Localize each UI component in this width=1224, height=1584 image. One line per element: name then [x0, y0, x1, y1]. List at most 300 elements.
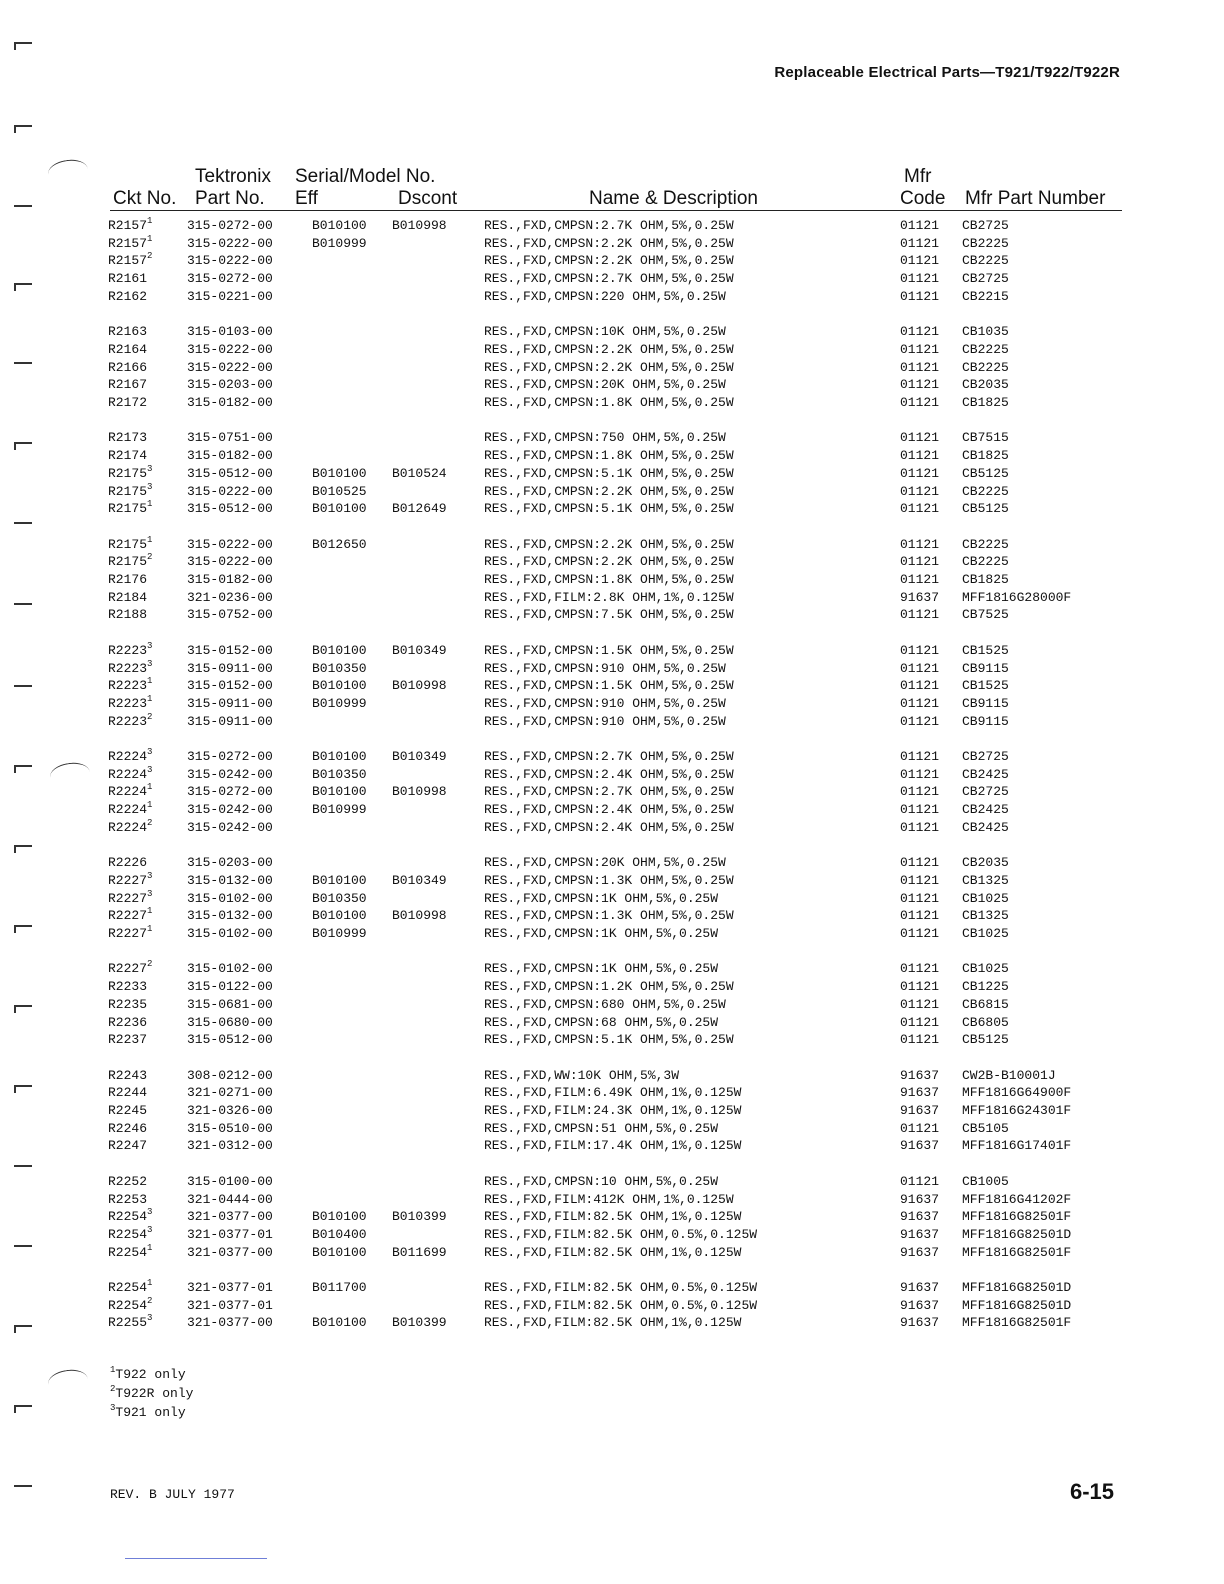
footnote-ref: 3: [147, 658, 153, 669]
mfr-code-cell: 01121: [900, 359, 940, 375]
description-cell: RES.,FXD,CMPSN:1.8K OHM,5%,0.25W: [484, 572, 734, 588]
margin-mark: [14, 925, 32, 927]
table-row: [108, 606, 1132, 624]
eff-serial-cell: B010350: [312, 890, 367, 906]
dscont-serial-cell: [392, 766, 484, 784]
mfr-part-number-cell: CB1825: [962, 572, 1009, 588]
eff-serial-cell: [312, 978, 392, 996]
dscont-serial-cell: B010399: [392, 1209, 447, 1225]
mfr-part-number-cell: CB2225: [962, 536, 1009, 552]
footnote-ref: 1: [147, 499, 153, 510]
ckt-no: R2172: [108, 395, 148, 411]
table-row: [108, 1314, 1132, 1332]
footnote-ref: 3: [147, 870, 153, 881]
ckt-no-cell: [108, 589, 187, 607]
ckt-no-cell: [108, 642, 187, 660]
mfr-part-number-cell: CB2425: [962, 802, 1009, 818]
dscont-serial-cell: [392, 394, 484, 412]
ckt-no-cell: [108, 500, 187, 518]
description-cell: RES.,FXD,CMPSN:7.5K OHM,5%,0.25W: [484, 607, 734, 623]
mfr-part-number-cell: CB1035: [962, 324, 1009, 340]
eff-serial-cell: [312, 713, 392, 731]
margin-mark: [14, 685, 32, 687]
dscont-serial-cell: [392, 1014, 484, 1032]
part-no-cell: 315-0510-00: [187, 1120, 273, 1136]
ckt-no-cell: [108, 288, 187, 306]
part-no-cell: 315-0222-00: [187, 359, 273, 375]
ckt-no: R2157: [108, 253, 148, 269]
eff-serial-cell: B010999: [312, 802, 367, 818]
footnote-ref: 1: [147, 924, 153, 935]
margin-mark: [14, 125, 32, 127]
header-rule: [110, 210, 1122, 211]
description-cell: RES.,FXD,CMPSN:2.2K OHM,5%,0.25W: [484, 341, 734, 357]
ckt-no: R2157: [108, 218, 148, 233]
table-row: [108, 1120, 1132, 1138]
description-cell: RES.,FXD,CMPSN:5.1K OHM,5%,0.25W: [484, 501, 734, 517]
dscont-serial-cell: [392, 713, 484, 731]
ckt-no: R2226: [108, 855, 148, 871]
part-no-cell: 315-0512-00: [187, 501, 273, 517]
group-spacer: [108, 837, 1132, 855]
part-no-cell: 315-0752-00: [187, 607, 273, 623]
ckt-no: R2227: [108, 890, 148, 906]
description-cell: RES.,FXD,CMPSN:68 OHM,5%,0.25W: [484, 1014, 719, 1030]
table-row: [108, 890, 1132, 908]
mfr-code-cell: 91637: [900, 1280, 940, 1296]
ckt-no: R2176: [108, 572, 148, 588]
footnote-ref: 3: [147, 1224, 153, 1235]
ckt-no: R2164: [108, 341, 148, 357]
ckt-no: R2233: [108, 979, 148, 995]
dscont-serial-cell: [392, 695, 484, 713]
footnote-ref: 1: [147, 1242, 153, 1253]
table-row: [108, 536, 1132, 554]
eff-serial-cell: [312, 571, 392, 589]
table-row: [108, 447, 1132, 465]
dscont-serial-cell: [392, 252, 484, 270]
ckt-no: R2254: [108, 1297, 148, 1313]
part-no-cell: 315-0222-00: [187, 253, 273, 269]
footnote-ref: 1: [147, 800, 153, 811]
mfr-code-cell: 01121: [900, 430, 940, 446]
mfr-part-number-cell: CB2725: [962, 271, 1009, 287]
col-head-serial-model: Serial/Model No.: [295, 166, 436, 187]
dscont-serial-cell: B010349: [392, 642, 447, 658]
mfr-part-number-cell: MFF1816G82501D: [962, 1226, 1072, 1242]
dscont-serial-cell: [392, 1120, 484, 1138]
footnote-ref: 2: [147, 552, 153, 563]
dscont-serial-cell: [392, 270, 484, 288]
margin-mark: [14, 765, 32, 767]
ckt-no-cell: [108, 1014, 187, 1032]
mfr-code-cell: 91637: [900, 1209, 940, 1225]
table-row: [108, 642, 1132, 660]
description-cell: RES.,FXD,CMPSN:51 OHM,5%,0.25W: [484, 1120, 719, 1136]
footnote-ref: 1: [147, 693, 153, 704]
mfr-part-number-cell: MFF1816G82501D: [962, 1280, 1072, 1296]
part-no-cell: 315-0751-00: [187, 430, 273, 446]
dscont-serial-cell: [392, 571, 484, 589]
part-no-cell: 315-0911-00: [187, 695, 273, 711]
page-header-title: Replaceable Electrical Parts—T921/T922/T922R: [774, 64, 1120, 81]
eff-serial-cell: B010100: [312, 749, 367, 765]
mfr-part-number-cell: CB2035: [962, 377, 1009, 393]
parts-table-body: [108, 217, 1132, 1332]
group-spacer: [108, 1049, 1132, 1067]
table-row: [108, 872, 1132, 890]
eff-serial-cell: [312, 1137, 392, 1155]
part-no-cell: 321-0326-00: [187, 1103, 273, 1119]
dscont-serial-cell: [392, 660, 484, 678]
eff-serial-cell: [312, 252, 392, 270]
mfr-part-number-cell: CB9115: [962, 713, 1009, 729]
table-row: [108, 695, 1132, 713]
ckt-no-cell: [108, 1120, 187, 1138]
table-row: [108, 783, 1132, 801]
dscont-serial-cell: [392, 1173, 484, 1191]
ckt-no-cell: [108, 553, 187, 571]
mfr-part-number-cell: MFF1816G41202F: [962, 1191, 1072, 1207]
part-no-cell: 321-0377-00: [187, 1315, 273, 1331]
margin-mark: [14, 1245, 32, 1247]
ckt-no: R2246: [108, 1120, 148, 1136]
eff-serial-cell: B010100: [312, 784, 367, 800]
mfr-part-number-cell: CB2225: [962, 359, 1009, 375]
description-cell: RES.,FXD,FILM:82.5K OHM,0.5%,0.125W: [484, 1226, 758, 1242]
col-head-name-description: Name & Description: [589, 188, 758, 209]
ckt-no: R2175: [108, 483, 148, 499]
dscont-serial-cell: [392, 376, 484, 394]
mfr-code-cell: 01121: [900, 642, 940, 658]
dscont-serial-cell: B010524: [392, 465, 447, 481]
part-no-cell: 315-0242-00: [187, 819, 273, 835]
description-cell: RES.,FXD,CMPSN:2.7K OHM,5%,0.25W: [484, 218, 734, 233]
mfr-code-cell: 01121: [900, 890, 940, 906]
ckt-no-cell: [108, 270, 187, 288]
description-cell: RES.,FXD,CMPSN:1K OHM,5%,0.25W: [484, 961, 719, 977]
ckt-no: R2223: [108, 713, 148, 729]
description-cell: RES.,FXD,CMPSN:5.1K OHM,5%,0.25W: [484, 465, 734, 481]
dscont-serial-cell: [392, 890, 484, 908]
ckt-no-cell: [108, 1314, 187, 1332]
group-spacer: [108, 1155, 1132, 1173]
mfr-part-number-cell: CB2225: [962, 483, 1009, 499]
ckt-no-cell: [108, 536, 187, 554]
footnote-ref: 2: [147, 817, 153, 828]
footnote-ref: 2: [147, 711, 153, 722]
mfr-code-cell: 01121: [900, 979, 940, 995]
eff-serial-cell: B010100: [312, 501, 367, 517]
footnote-ref: 1: [147, 1278, 153, 1289]
description-cell: RES.,FXD,CMPSN:2.4K OHM,5%,0.25W: [484, 766, 734, 782]
ckt-no-cell: [108, 801, 187, 819]
dscont-serial-cell: [392, 1297, 484, 1315]
eff-serial-cell: [312, 1067, 392, 1085]
group-spacer: [108, 518, 1132, 536]
eff-serial-cell: B010999: [312, 926, 367, 942]
table-row: [108, 483, 1132, 501]
dscont-serial-cell: [392, 801, 484, 819]
col-head-ckt-no: Ckt No.: [113, 188, 177, 209]
part-no-cell: 315-0100-00: [187, 1173, 273, 1189]
dscont-serial-cell: [392, 235, 484, 253]
footnote-ref: 3: [147, 764, 153, 775]
mfr-code-cell: 01121: [900, 341, 940, 357]
mfr-part-number-cell: CB5105: [962, 1120, 1009, 1136]
description-cell: RES.,FXD,CMPSN:1K OHM,5%,0.25W: [484, 890, 719, 906]
table-row: [108, 925, 1132, 943]
margin-mark: [14, 442, 32, 444]
ckt-no-cell: [108, 1226, 187, 1244]
table-row: [108, 217, 1132, 235]
description-cell: RES.,FXD,CMPSN:2.4K OHM,5%,0.25W: [484, 819, 734, 835]
dscont-serial-cell: [392, 1067, 484, 1085]
margin-mark: [14, 1085, 32, 1087]
mfr-part-number-cell: CB1005: [962, 1173, 1009, 1189]
mfr-code-cell: 01121: [900, 766, 940, 782]
page-number: 6-15: [1069, 1479, 1114, 1504]
part-no-cell: 321-0312-00: [187, 1138, 273, 1154]
dscont-serial-cell: [392, 1084, 484, 1102]
table-row: [108, 1084, 1132, 1102]
mfr-code-cell: 01121: [900, 324, 940, 340]
mfr-code-cell: 91637: [900, 589, 940, 605]
margin-mark: [14, 1485, 32, 1487]
dscont-serial-cell: [392, 1226, 484, 1244]
mfr-code-cell: 01121: [900, 855, 940, 871]
eff-serial-cell: [312, 323, 392, 341]
mfr-part-number-cell: MFF1816G82501D: [962, 1297, 1072, 1313]
table-row: [108, 1297, 1132, 1315]
table-row: [108, 394, 1132, 412]
ckt-no-cell: [108, 819, 187, 837]
spacer-cell: [108, 518, 1132, 536]
description-cell: RES.,FXD,CMPSN:910 OHM,5%,0.25W: [484, 695, 726, 711]
footnote-number: 2: [110, 1384, 116, 1394]
part-no-cell: 315-0680-00: [187, 1014, 273, 1030]
part-no-cell: 315-0203-00: [187, 377, 273, 393]
mfr-code-cell: 01121: [900, 872, 940, 888]
col-head-mfr: Mfr: [904, 166, 932, 187]
group-spacer: [108, 624, 1132, 642]
eff-serial-cell: B010100: [312, 678, 367, 694]
mfr-part-number-cell: CB2225: [962, 341, 1009, 357]
mfr-code-cell: 01121: [900, 660, 940, 676]
mfr-code-cell: 01121: [900, 483, 940, 499]
mfr-code-cell: 01121: [900, 802, 940, 818]
mfr-code-cell: 01121: [900, 536, 940, 552]
eff-serial-cell: B010100: [312, 465, 367, 481]
dscont-serial-cell: [392, 589, 484, 607]
dscont-serial-cell: [392, 854, 484, 872]
part-no-cell: 315-0132-00: [187, 872, 273, 888]
spacer-cell: [108, 943, 1132, 961]
col-head-part-no: Part No.: [195, 188, 265, 209]
part-no-cell: 315-0222-00: [187, 554, 273, 570]
part-no-cell: 321-0377-01: [187, 1226, 273, 1242]
table-row: [108, 1102, 1132, 1120]
part-no-cell: 315-0182-00: [187, 572, 273, 588]
margin-mark: [14, 362, 32, 364]
dscont-serial-cell: B010349: [392, 749, 447, 765]
part-no-cell: 315-0272-00: [187, 218, 273, 233]
description-cell: RES.,FXD,FILM:82.5K OHM,1%,0.125W: [484, 1209, 742, 1225]
dscont-serial-cell: [392, 1279, 484, 1297]
part-no-cell: 315-0152-00: [187, 642, 273, 658]
ckt-no: R2223: [108, 642, 148, 658]
footnote-ref: 2: [147, 1295, 153, 1306]
mfr-code-cell: 01121: [900, 607, 940, 623]
eff-serial-cell: [312, 996, 392, 1014]
footnote-ref: 3: [147, 1207, 153, 1218]
part-no-cell: 315-0242-00: [187, 802, 273, 818]
description-cell: RES.,FXD,FILM:6.49K OHM,1%,0.125W: [484, 1085, 742, 1101]
table-row: [108, 819, 1132, 837]
ckt-no: R2175: [108, 465, 148, 481]
mfr-code-cell: 01121: [900, 501, 940, 517]
table-row: [108, 323, 1132, 341]
mfr-code-cell: 01121: [900, 1032, 940, 1048]
description-cell: RES.,FXD,CMPSN:10K OHM,5%,0.25W: [484, 324, 726, 340]
mfr-code-cell: 01121: [900, 448, 940, 464]
table-row: [108, 252, 1132, 270]
mfr-code-cell: 91637: [900, 1138, 940, 1154]
ckt-no-cell: [108, 660, 187, 678]
group-spacer: [108, 943, 1132, 961]
mfr-part-number-cell: CB1025: [962, 890, 1009, 906]
mfr-part-number-cell: CB1525: [962, 642, 1009, 658]
footnote-ref: 3: [147, 747, 153, 758]
description-cell: RES.,FXD,FILM:82.5K OHM,1%,0.125W: [484, 1315, 742, 1331]
part-no-cell: 315-0102-00: [187, 926, 273, 942]
part-no-cell: 308-0212-00: [187, 1067, 273, 1083]
mfr-part-number-cell: CB1825: [962, 395, 1009, 411]
ckt-no-cell: [108, 695, 187, 713]
mfr-part-number-cell: CB5125: [962, 465, 1009, 481]
ckt-no: R2252: [108, 1173, 148, 1189]
ckt-no-cell: [108, 1173, 187, 1191]
eff-serial-cell: [312, 429, 392, 447]
ckt-no-cell: [108, 1297, 187, 1315]
mfr-part-number-cell: MFF1816G82501F: [962, 1244, 1072, 1260]
dscont-serial-cell: [392, 483, 484, 501]
part-no-cell: 315-0681-00: [187, 996, 273, 1012]
ckt-no: R2188: [108, 607, 148, 623]
table-row: [108, 1067, 1132, 1085]
footnote-ref: 1: [147, 906, 153, 917]
table-row: [108, 960, 1132, 978]
dscont-serial-cell: [392, 978, 484, 996]
ckt-no-cell: [108, 996, 187, 1014]
description-cell: RES.,FXD,CMPSN:2.2K OHM,5%,0.25W: [484, 235, 734, 251]
ckt-no-cell: [108, 359, 187, 377]
footnote-text: T921 only: [115, 1405, 186, 1420]
mfr-code-cell: 01121: [900, 218, 940, 233]
part-no-cell: 321-0236-00: [187, 589, 273, 605]
part-no-cell: 315-0512-00: [187, 465, 273, 481]
eff-serial-cell: [312, 270, 392, 288]
mfr-part-number-cell: CB2725: [962, 784, 1009, 800]
dscont-serial-cell: [392, 606, 484, 624]
ckt-no-cell: [108, 1208, 187, 1226]
part-no-cell: 315-0272-00: [187, 749, 273, 765]
part-no-cell: 321-0377-00: [187, 1244, 273, 1260]
spacer-cell: [108, 306, 1132, 324]
part-no-cell: 315-0222-00: [187, 536, 273, 552]
dscont-serial-cell: B011699: [392, 1244, 447, 1260]
group-spacer: [108, 412, 1132, 430]
dscont-serial-cell: [392, 447, 484, 465]
part-no-cell: 315-0132-00: [187, 908, 273, 924]
ckt-no-cell: [108, 1137, 187, 1155]
dscont-serial-cell: [392, 960, 484, 978]
table-row: [108, 235, 1132, 253]
description-cell: RES.,FXD,CMPSN:2.7K OHM,5%,0.25W: [484, 749, 734, 765]
ckt-no: R2254: [108, 1280, 148, 1296]
dscont-serial-cell: [392, 323, 484, 341]
margin-mark: [14, 603, 32, 605]
spacer-cell: [108, 730, 1132, 748]
ckt-no-cell: [108, 483, 187, 501]
eff-serial-cell: [312, 1120, 392, 1138]
dscont-serial-cell: B010998: [392, 678, 447, 694]
table-row: [108, 270, 1132, 288]
dscont-serial-cell: B010998: [392, 784, 447, 800]
part-no-cell: 315-0242-00: [187, 766, 273, 782]
ckt-no: R2175: [108, 501, 148, 517]
mfr-code-cell: 01121: [900, 678, 940, 694]
table-row: [108, 1031, 1132, 1049]
footnote-ref: 3: [147, 640, 153, 651]
table-row: [108, 465, 1132, 483]
mfr-code-cell: 91637: [900, 1297, 940, 1313]
scan-arc-mark: [47, 157, 90, 185]
description-cell: RES.,FXD,CMPSN:2.2K OHM,5%,0.25W: [484, 359, 734, 375]
footnote-ref: 3: [147, 1313, 153, 1324]
table-row: [108, 713, 1132, 731]
mfr-code-cell: 91637: [900, 1315, 940, 1331]
description-cell: RES.,FXD,FILM:82.5K OHM,0.5%,0.125W: [484, 1280, 758, 1296]
ckt-no: R2167: [108, 377, 148, 393]
footnote-number: 1: [110, 1365, 116, 1375]
ckt-no: R2223: [108, 695, 148, 711]
spacer-cell: [108, 837, 1132, 855]
eff-serial-cell: [312, 394, 392, 412]
ckt-no-cell: [108, 394, 187, 412]
bottom-divider: [125, 1558, 267, 1559]
footnote-ref: 2: [147, 959, 153, 970]
mfr-part-number-cell: CB6805: [962, 1014, 1009, 1030]
description-cell: RES.,FXD,CMPSN:220 OHM,5%,0.25W: [484, 288, 726, 304]
ckt-no: R2227: [108, 961, 148, 977]
eff-serial-cell: B010100: [312, 908, 367, 924]
dscont-serial-cell: [392, 1191, 484, 1209]
ckt-no-cell: [108, 766, 187, 784]
ckt-no: R2227: [108, 926, 148, 942]
table-row: [108, 1226, 1132, 1244]
eff-serial-cell: B010525: [312, 483, 367, 499]
mfr-code-cell: 01121: [900, 395, 940, 411]
eff-serial-cell: [312, 341, 392, 359]
ckt-no-cell: [108, 235, 187, 253]
description-cell: RES.,FXD,CMPSN:1.3K OHM,5%,0.25W: [484, 908, 734, 924]
dscont-serial-cell: [392, 553, 484, 571]
mfr-part-number-cell: CB1525: [962, 678, 1009, 694]
mfr-code-cell: 91637: [900, 1191, 940, 1207]
dscont-serial-cell: B010349: [392, 872, 447, 888]
part-no-cell: 315-0182-00: [187, 448, 273, 464]
